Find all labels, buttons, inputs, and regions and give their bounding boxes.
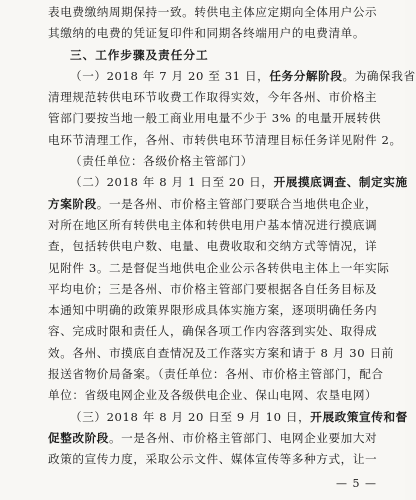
line-text: 电环节清理工作，各州、市转供电环节清理目标任务详见附件 2。 xyxy=(48,132,402,147)
text-line xyxy=(48,407,408,428)
phase-title: 开展摸底调查、制定实施 xyxy=(273,175,408,190)
text-line xyxy=(48,66,416,87)
text-line xyxy=(48,279,376,300)
line-text: 。一是各州、市价格主管部门、电网企业要加大对 xyxy=(108,430,378,445)
text-line xyxy=(48,321,376,342)
text-line xyxy=(48,343,394,364)
text-line xyxy=(48,428,376,449)
line-text: 清理规范转供电环节收费工作取得实效，今年各州、市价格主 xyxy=(48,90,378,105)
text-line xyxy=(48,87,376,108)
line-text: （责任单位：各级价格主管部门） xyxy=(70,154,253,169)
line-text: 表电费缴纳周期保持一致。转供电主体应定期向全体用户公示 xyxy=(48,5,378,19)
line-text: 本通知中明确的政策界限形成具体实施方案，逐项明确任务内 xyxy=(48,303,378,318)
line-text: 报送省物价局备案。（责任单位：各州、市价格主管部门，配合 xyxy=(48,367,384,382)
line-text: 。一是各州、市价格主管部门要联合当地供电企业， xyxy=(96,196,378,211)
line-text: （一）2018 年 7 月 20 至 31 日， xyxy=(70,68,270,83)
line-text: 查，包括转供电户数、电量、电费收取和交纳方式等情况，详 xyxy=(48,239,378,254)
text-line xyxy=(48,258,390,279)
line-text: 。为确保我省 xyxy=(342,68,416,83)
line-text: 效。各州、市摸底自查情况及工作落实方案和请于 8 月 30 日前 xyxy=(48,345,394,360)
line-text: 见附件 3。二是督促当地供电企业公示各转供电主体上一年实际 xyxy=(48,260,390,275)
text-line xyxy=(48,130,402,151)
phase-title: 促整改阶段 xyxy=(48,430,109,445)
line-text: 对所在地区所有转供电主体和转供电用户基本情况进行摸底调 xyxy=(48,217,378,232)
text-line xyxy=(48,449,376,470)
line-text: 容、完成时限和责任人，确保各项工作内容落到实处、取得成 xyxy=(48,324,378,339)
text-line xyxy=(48,151,376,172)
phase-title: 开展政策宣传和督 xyxy=(310,409,408,424)
line-text: 其缴纳的电费的凭证复印件和同期各终端用户的电费清单。 xyxy=(48,26,366,41)
document-body xyxy=(48,2,416,471)
text-line xyxy=(48,2,376,23)
line-text: 政策的宣传力度，采取公示文件、媒体宣传等多种方式，让一 xyxy=(48,452,378,467)
line-text: （三）2018 年 8 月 20 日至 9 月 10 日， xyxy=(70,409,311,424)
phase-title: 方案阶段 xyxy=(48,196,97,211)
text-line xyxy=(48,215,376,236)
text-line xyxy=(48,300,376,321)
page-number: — 5 — xyxy=(336,477,377,490)
text-line xyxy=(48,23,376,44)
text-line xyxy=(48,172,408,193)
text-line xyxy=(48,385,376,406)
phase-title: 任务分解阶段 xyxy=(269,68,343,83)
line-text: 三、工作步骤及责任分工 xyxy=(70,47,209,62)
text-line xyxy=(48,194,376,215)
line-text: 单位：省级电网企业及各级供电企业、保山电网、农垦电网） xyxy=(48,388,378,403)
section-heading xyxy=(48,45,376,66)
line-text: 平均电价；三是各州、市价格主管部门要根据各自任务目标及 xyxy=(48,281,378,296)
text-line xyxy=(48,108,382,129)
text-line xyxy=(48,364,384,385)
line-text: （二）2018 年 8 月 1 日至 20 日， xyxy=(70,175,274,190)
line-text: 管部门要按当地一般工商业用电量不少于 3% 的电量开展转供 xyxy=(48,111,382,126)
text-line xyxy=(48,236,376,257)
